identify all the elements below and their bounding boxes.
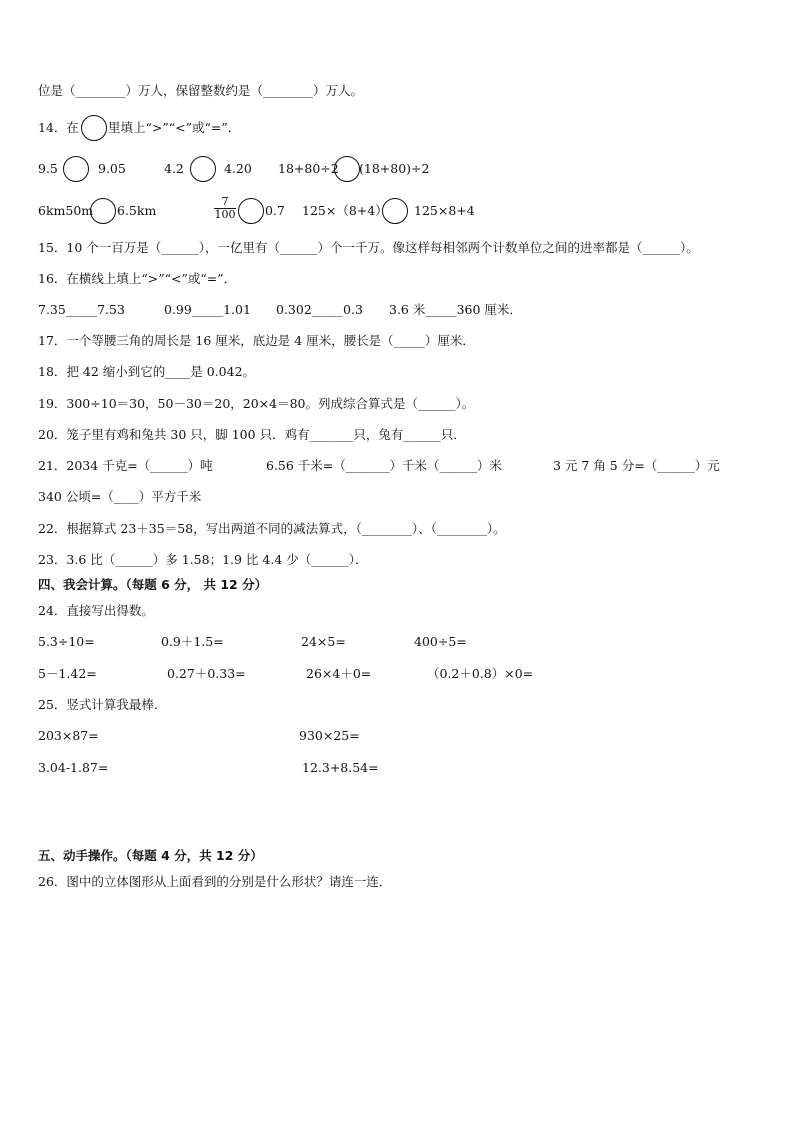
q16-item-3: 0.302_____0.3: [276, 302, 363, 317]
vertical-calc-4: 12.3+8.54=: [302, 760, 379, 775]
question-21-part-1: 21．2034 千克=（______）吨: [38, 458, 213, 473]
question-16: 16．在横线上填上“>”“<”或“=”．: [38, 271, 237, 286]
question-21-part-2: 6.56 千米=（_______）千米（______）米: [266, 458, 503, 473]
vertical-calc-1: 203×87=: [38, 728, 99, 743]
q14-suffix: 里填上“>”“<”或“=”．: [108, 120, 241, 135]
compare-circle[interactable]: [63, 156, 89, 182]
compare-circle[interactable]: [238, 198, 264, 224]
compare-circle[interactable]: [90, 198, 116, 224]
compare-circle[interactable]: [190, 156, 216, 182]
question-19: 19．300÷10＝30，50－30＝20，20×4＝80。列成综合算式是（______）。: [38, 396, 475, 411]
compare-2-right: 4.20: [224, 161, 252, 176]
compare-6-right: 125×8+4: [414, 203, 475, 218]
q14-prefix: 14．在: [38, 120, 79, 135]
compare-circle[interactable]: [334, 156, 360, 182]
compare-1-right: 9.05: [98, 161, 126, 176]
compare-circle[interactable]: [81, 115, 107, 141]
question-22: 22．根据算式 23＋35＝58，写出两道不同的减法算式，（________）、（________）。: [38, 521, 506, 536]
q16-item-4: 3.6 米_____360 厘米．: [389, 302, 522, 317]
compare-3-right: (18+80)÷2: [359, 161, 430, 176]
compare-1-left: 9.5: [38, 161, 58, 176]
compare-4-left: 6km50m: [38, 203, 94, 218]
vertical-calc-3: 3.04-1.87=: [38, 760, 109, 775]
question-24: 24．直接写出得数。: [38, 603, 154, 618]
calc-2: 0.9＋1.5=: [161, 634, 224, 649]
calc-5: 5－1.42=: [38, 666, 97, 681]
compare-4-right: 6.5km: [117, 203, 157, 218]
compare-5-right: 0.7: [265, 203, 285, 218]
question-21-part-3: 3 元 7 角 5 分=（______）元: [553, 458, 720, 473]
question-15: 15．10 个一百万是（______），一亿里有（______）个一千万。像这样每相邻两个计数单位之间的进率都是（______）。: [38, 240, 699, 255]
calc-1: 5.3÷10=: [38, 634, 95, 649]
calc-6: 0.27＋0.33=: [167, 666, 246, 681]
fraction-numerator: 7: [221, 195, 229, 208]
question-23: 23．3.6 比（______）多 1.58；1.9 比 4.4 少（______）．: [38, 552, 368, 567]
q16-item-1: 7.35_____7.53: [38, 302, 125, 317]
compare-2-left: 4.2: [164, 161, 184, 176]
calc-4: 400÷5=: [414, 634, 467, 649]
vertical-calc-2: 930×25=: [299, 728, 360, 743]
question-21-part-4: 340 公顷=（____）平方千米: [38, 489, 202, 504]
section-4-heading: 四、我会计算。（每题 6 分， 共 12 分）: [38, 577, 268, 592]
compare-6-left: 125×（8+4）: [302, 203, 388, 218]
fraction-denominator: 100: [214, 208, 236, 221]
question-18: 18．把 42 缩小到它的____是 0.042。: [38, 364, 256, 379]
compare-circle[interactable]: [382, 198, 408, 224]
question-26: 26．图中的立体图形从上面看到的分别是什么形状？请连一连．: [38, 874, 392, 889]
calc-8: （0.2＋0.8）×0=: [427, 666, 534, 681]
compare-3-left: 18+80÷2: [278, 161, 339, 176]
section-5-heading: 五、动手操作。（每题 4 分，共 12 分）: [38, 848, 263, 863]
question-20: 20．笼子里有鸡和兔共 30 只，脚 100 只．鸡有_______只，兔有______只．: [38, 427, 466, 442]
calc-3: 24×5=: [301, 634, 346, 649]
question-17: 17．一个等腰三角的周长是 16 厘米，底边是 4 厘米，腰长是（_____）厘米．: [38, 333, 475, 348]
calc-7: 26×4＋0=: [306, 666, 372, 681]
q16-item-2: 0.99_____1.01: [164, 302, 251, 317]
question-25: 25．竖式计算我最棒．: [38, 697, 167, 712]
line-q13-cont: 位是（________）万人，保留整数约是（________）万人。: [38, 83, 364, 98]
fraction-7-100: [214, 196, 236, 221]
